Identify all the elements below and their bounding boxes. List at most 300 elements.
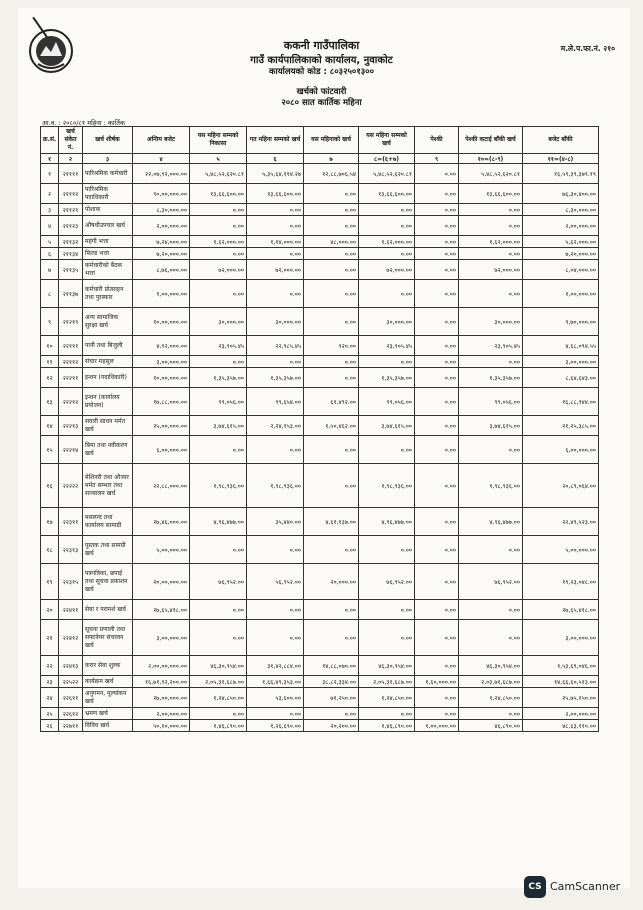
table-row	[41, 356, 599, 368]
cell-sn: १०	[41, 336, 59, 356]
column-header: बजेट बाँकी	[523, 127, 599, 154]
cell-sn: १३	[41, 388, 59, 416]
cell-sn: ७	[41, 260, 59, 280]
cell-code: २२३१५	[59, 564, 83, 600]
cell-sn: २२	[41, 656, 59, 676]
cell-prev: ५,३५,६४,११४.२७	[247, 164, 304, 184]
cell-head: पारिश्रमिक कर्मचारी	[83, 164, 133, 184]
cell-release: ०.००	[190, 436, 247, 464]
cell-net: ०.००	[459, 216, 523, 236]
cell-code: २२११२	[59, 356, 83, 368]
column-number: ९	[415, 154, 459, 164]
table-row	[41, 204, 599, 216]
column-number: ८=(६+७)	[359, 154, 415, 164]
cell-code: २२१११	[59, 336, 83, 356]
cell-bal: ९,७०,०००.००	[523, 308, 599, 336]
column-header: गत महिना सम्मको खर्च	[247, 127, 304, 154]
cell-prev: १,२६,६९०.००	[247, 720, 304, 732]
column-header: खर्च शीर्षक	[83, 127, 133, 154]
cell-release: ९९,०५६.००	[190, 388, 247, 416]
cell-code: २११३५	[59, 260, 83, 280]
cell-net: २,०३,७१,६८७.००	[459, 676, 523, 688]
cell-budget: १७,८८,०००.००	[133, 388, 190, 416]
municipality-name: ककनी गाउँपालिका	[283, 39, 360, 52]
column-number: ७	[304, 154, 359, 164]
cell-sn: १५	[41, 436, 59, 464]
column-number-row	[41, 154, 599, 164]
cell-adv: ०.००	[415, 184, 459, 204]
cell-bal: १,००,०००.००	[523, 280, 599, 308]
cell-prev: ३५,४४०.००	[247, 508, 304, 536]
cell-this: १४,८८,०७०.००	[304, 656, 359, 676]
cell-release: १,६२,०००.००	[190, 236, 247, 248]
cell-release: ५,४८,५२,६२०.८१	[190, 164, 247, 184]
cell-code: २२२११	[59, 368, 83, 388]
cell-budget: २२,०७,९२,०००.००	[133, 164, 190, 184]
cell-budget: २७,४६,०००.००	[133, 508, 190, 536]
cell-this: २०,०००.००	[304, 564, 359, 600]
cell-total: १३,६६,६००.००	[359, 184, 415, 204]
cell-bal: १६,८८,९४४.००	[523, 388, 599, 416]
cell-head: कार्यक्रम खर्च	[83, 676, 133, 688]
cell-net: ७६,९५२.००	[459, 564, 523, 600]
cell-budget: ६,००,०००.००	[133, 436, 190, 464]
cell-this: १,५०,४६२.००	[304, 416, 359, 436]
cell-code: २११२१	[59, 204, 83, 216]
cell-budget: १०,००,०००.००	[133, 368, 190, 388]
cell-head: कर्मचारी प्रोत्साहन तथा पुरस्कार	[83, 280, 133, 308]
cell-budget: १,००,०००.००	[133, 280, 190, 308]
cell-net: ३,७४,६१५.००	[459, 416, 523, 436]
cell-bal: ८,३०,०००.००	[523, 204, 599, 216]
cell-this: ०.००	[304, 184, 359, 204]
cell-this: ०.००	[304, 536, 359, 564]
table-row	[41, 508, 599, 536]
cell-release: १,३५,३५७.००	[190, 368, 247, 388]
cell-prev: १,६६,४९,३५३.००	[247, 676, 304, 688]
fiscal-year-month: आ.व. : २०८०/८१ महिना : कार्तिक	[42, 119, 125, 127]
cell-bal: ३,००,०००.००	[523, 356, 599, 368]
cell-total: ५,४८,५२,६२०.८१	[359, 164, 415, 184]
cell-bal: ८,०४,०००.००	[523, 260, 599, 280]
cell-prev: ०.००	[247, 216, 304, 236]
cell-head: मसलन्द तथा कार्यालय सामाग्री	[83, 508, 133, 536]
cell-head: अन्य सामाजिक सुरक्षा खर्च	[83, 308, 133, 336]
cell-bal: १,५३,६९,०४६.००	[523, 656, 599, 676]
cell-budget: २,००,०००.००	[133, 216, 190, 236]
cell-adv: ०.००	[415, 280, 459, 308]
table-row	[41, 416, 599, 436]
table-row	[41, 184, 599, 204]
cell-this: ०.००	[304, 216, 359, 236]
cell-total: ७६,९५२.००	[359, 564, 415, 600]
cell-net: ५,४८,५२,६२०.८१	[459, 164, 523, 184]
cell-total: २३,९०५.४५	[359, 336, 415, 356]
cell-code: २२५२२	[59, 676, 83, 688]
table-row	[41, 564, 599, 600]
cell-prev: ०.००	[247, 600, 304, 620]
cell-code: २२६१२	[59, 708, 83, 720]
cell-head: सूचना प्रणाली तथा सफ्टवेयर संचालन खर्च	[83, 620, 133, 656]
cell-this: ०.००	[304, 308, 359, 336]
cell-prev: ०.००	[247, 708, 304, 720]
cell-code: २२७११	[59, 720, 83, 732]
cell-release: ४,९६,४७७.००	[190, 508, 247, 536]
cell-this: ०.००	[304, 708, 359, 720]
cell-sn: २६	[41, 720, 59, 732]
cell-sn: १	[41, 164, 59, 184]
cell-total: १,९८,९३६.००	[359, 464, 415, 508]
cell-adv: १,००,०००.००	[415, 720, 459, 732]
cell-prev: ०.००	[247, 280, 304, 308]
cell-budget: ५०,१०,०००.००	[133, 720, 190, 732]
cell-this: ०.००	[304, 464, 359, 508]
cell-budget: ५,००,०००.००	[133, 536, 190, 564]
cell-code: २११११	[59, 164, 83, 184]
cell-net: १,६२,०००.००	[459, 236, 523, 248]
cell-budget: ८,३०,०००.००	[133, 204, 190, 216]
cell-code: २१२१९	[59, 308, 83, 336]
cell-sn: ३	[41, 204, 59, 216]
cell-net: ३०,०००.००	[459, 308, 523, 336]
cell-code: २२४१३	[59, 656, 83, 676]
cell-net: ०.००	[459, 436, 523, 464]
cell-adv: ०.००	[415, 708, 459, 720]
cell-total: ०.००	[359, 204, 415, 216]
cell-release: ०.००	[190, 600, 247, 620]
cell-prev: ०.००	[247, 248, 304, 260]
report-title: खर्चको फांटवारी	[296, 87, 347, 97]
cell-adv: ०.००	[415, 260, 459, 280]
column-number: ५	[190, 154, 247, 164]
cell-prev: ०.००	[247, 620, 304, 656]
table-row	[41, 236, 599, 248]
cell-net: १,३५,३५७.००	[459, 368, 523, 388]
cell-release: २,०५,३१,६८७.००	[190, 676, 247, 688]
cell-this: ०.००	[304, 620, 359, 656]
cell-prev: १,१४,०००.००	[247, 236, 304, 248]
cell-head: विविध खर्च	[83, 720, 133, 732]
table-row	[41, 308, 599, 336]
cell-head: औषधीउपचार खर्च	[83, 216, 133, 236]
cell-code: २२३११	[59, 508, 83, 536]
cell-sn: ८	[41, 280, 59, 308]
cell-total: ०.००	[359, 280, 415, 308]
cell-total: १,३५,३५७.००	[359, 368, 415, 388]
table-row	[41, 260, 599, 280]
table-row	[41, 164, 599, 184]
cell-code: २२६११	[59, 688, 83, 708]
cell-prev: ५३,६००.००	[247, 688, 304, 708]
cell-head: इन्धन (पदाधिकारी)	[83, 368, 133, 388]
cell-head: अनुगमन, मूल्यांकन खर्च	[83, 688, 133, 708]
cell-release: ०.००	[190, 620, 247, 656]
cell-total: ०.००	[359, 600, 415, 620]
cell-release: १,९८,९३६.००	[190, 464, 247, 508]
cell-budget: २७,६५,४१८.००	[133, 600, 190, 620]
cell-total: ३,७४,६१५.००	[359, 416, 415, 436]
cell-this: ०.००	[304, 204, 359, 216]
cell-code: २२२१४	[59, 436, 83, 464]
cell-head: सवारी साधन मर्मत खर्च	[83, 416, 133, 436]
cell-code: २११३४	[59, 248, 83, 260]
cell-net: ०.००	[459, 204, 523, 216]
column-number: १०=(८-९)	[459, 154, 523, 164]
cell-net: ०.००	[459, 600, 523, 620]
cell-prev: ९९,६५४.००	[247, 388, 304, 416]
cell-bal: २,००,०००.००	[523, 216, 599, 236]
cell-this: ४८,०००.००	[304, 236, 359, 248]
cell-this: २०,२००.००	[304, 720, 359, 732]
cell-adv: ०.००	[415, 620, 459, 656]
cell-bal: २,००,०००.००	[523, 708, 599, 720]
column-number: ११=(४-८)	[523, 154, 599, 164]
cell-this: ९२०.००	[304, 336, 359, 356]
cell-total: ४६,३०,९५४.००	[359, 656, 415, 676]
cell-total: ०.००	[359, 708, 415, 720]
cell-adv: ०.००	[415, 688, 459, 708]
cell-budget: २,००,०००.००	[133, 708, 190, 720]
cell-this: ०.००	[304, 356, 359, 368]
cell-sn: ११	[41, 356, 59, 368]
cell-bal: ३,००,०००.००	[523, 620, 599, 656]
cell-adv: ०.००	[415, 236, 459, 248]
cell-adv: ०.००	[415, 416, 459, 436]
cell-adv: ०.००	[415, 464, 459, 508]
cell-sn: १४	[41, 416, 59, 436]
cell-budget: ७,२०,०००.००	[133, 248, 190, 260]
column-header-row	[41, 127, 599, 154]
cell-head: कर्मचारीको बैठक भत्ता	[83, 260, 133, 280]
column-header: यस महिना सम्मको निकासा	[190, 127, 247, 154]
cell-release: ०.००	[190, 536, 247, 564]
cell-adv: १,६०,०००.००	[415, 676, 459, 688]
cell-net: ४६,८९०.००	[459, 720, 523, 732]
cell-release: ०.००	[190, 248, 247, 260]
cell-sn: २१	[41, 620, 59, 656]
cell-prev: १३,६६,६००.००	[247, 184, 304, 204]
cell-sn: २०	[41, 600, 59, 620]
cell-sn: १८	[41, 536, 59, 564]
cell-budget: ८,७६,०००.००	[133, 260, 190, 280]
cell-code: २२३१३	[59, 536, 83, 564]
cell-prev: ७२,०००.००	[247, 260, 304, 280]
column-header: अन्तिम बजेट	[133, 127, 190, 154]
cell-release: ७६,९५२.००	[190, 564, 247, 600]
cell-net: ०.००	[459, 356, 523, 368]
cell-release: १३,६६,६००.००	[190, 184, 247, 204]
cell-head: बिमा तथा नवीकरण खर्च	[83, 436, 133, 464]
cell-sn: १२	[41, 368, 59, 388]
cell-budget: ७,२४,०००.००	[133, 236, 190, 248]
cell-release: ०.००	[190, 280, 247, 308]
column-number: ४	[133, 154, 190, 164]
cell-sn: १६	[41, 464, 59, 508]
column-number: १	[41, 154, 59, 164]
cell-sn: २५	[41, 708, 59, 720]
cell-head: करार सेवा शुल्क	[83, 656, 133, 676]
cell-adv: ०.००	[415, 216, 459, 236]
cell-release: ०.००	[190, 216, 247, 236]
cell-adv: ०.००	[415, 204, 459, 216]
cell-adv: ०.००	[415, 600, 459, 620]
cell-budget: २,००,००,०००.००	[133, 656, 190, 676]
table-row	[41, 436, 599, 464]
cell-budget: ३,००,०००.००	[133, 620, 190, 656]
cell-this: ०.००	[304, 260, 359, 280]
cell-release: ३,७४,६१५.००	[190, 416, 247, 436]
cell-budget: २७,००,०००.००	[133, 688, 190, 708]
cell-this: १२,८८,७०६.५४	[304, 164, 359, 184]
cell-adv: ०.००	[415, 508, 459, 536]
cell-this: ७१,२५०.००	[304, 688, 359, 708]
cell-this: ६१,४९२.००	[304, 388, 359, 416]
table-row	[41, 368, 599, 388]
column-number: ३	[83, 154, 133, 164]
cell-bal: ७६,३०,४००.००	[523, 184, 599, 204]
table-row	[41, 216, 599, 236]
cell-prev: २,२४,१५३.००	[247, 416, 304, 436]
cell-prev: ०.००	[247, 204, 304, 216]
cell-total: २,०५,३१,६८७.००	[359, 676, 415, 688]
cell-release: ७२,०००.००	[190, 260, 247, 280]
cell-total: ४,९६,४७७.००	[359, 508, 415, 536]
table-row	[41, 720, 599, 732]
cell-net: १,९८,९३६.००	[459, 464, 523, 508]
cell-release: ०.००	[190, 356, 247, 368]
cell-head: पारिश्रमिक पदाधिकारी	[83, 184, 133, 204]
cell-this: ०.००	[304, 248, 359, 260]
cell-sn: ९	[41, 308, 59, 336]
camscanner-logo-icon: CS	[524, 876, 546, 898]
table-row	[41, 248, 599, 260]
cell-sn: १७	[41, 508, 59, 536]
cell-this: ३८,८२,३३४.००	[304, 676, 359, 688]
cell-this: ०.००	[304, 280, 359, 308]
table-row	[41, 388, 599, 416]
cell-budget: १६,७१,९२,२००.००	[133, 676, 190, 688]
column-number: २	[59, 154, 83, 164]
cell-sn: १९	[41, 564, 59, 600]
cell-adv: ०.००	[415, 356, 459, 368]
cell-total: ३०,०००.००	[359, 308, 415, 336]
cell-prev: १,३५,३५७.००	[247, 368, 304, 388]
column-header: पेश्की	[415, 127, 459, 154]
cell-net: २३,९०५.४५	[459, 336, 523, 356]
cell-net: १३,६६,६००.००	[459, 184, 523, 204]
cell-net: ०.००	[459, 536, 523, 564]
cell-code: २२४११	[59, 600, 83, 620]
cell-budget: ९०,००,०००.००	[133, 184, 190, 204]
cell-prev: ५६,९५२.००	[247, 564, 304, 600]
cell-head: मेशिनरी तथा औजार मर्मत सम्भार तथा सञ्चालन खर्च	[83, 464, 133, 508]
cell-prev: ०.००	[247, 436, 304, 464]
cell-this: ४,६१,१३७.००	[304, 508, 359, 536]
cell-adv: ०.००	[415, 368, 459, 388]
cell-sn: २	[41, 184, 59, 204]
table-row	[41, 620, 599, 656]
cell-code: २११३७	[59, 280, 83, 308]
cell-release: ३०,०००.००	[190, 308, 247, 336]
cell-net: ०.००	[459, 280, 523, 308]
cell-bal: ५,६२,०००.००	[523, 236, 599, 248]
cell-bal: ४,६८,०९४.५५	[523, 336, 599, 356]
cell-bal: ६,००,०००.००	[523, 436, 599, 464]
cell-bal: १६,५९,३९,३७९.१९	[523, 164, 599, 184]
cell-release: १,२४,८५०.००	[190, 688, 247, 708]
cell-head: इन्धन (कार्यालय प्रयोजन)	[83, 388, 133, 416]
cell-head: संचार महसुल	[83, 356, 133, 368]
table-row	[41, 600, 599, 620]
cell-bal: १४,६६,६०,५१३.००	[523, 676, 599, 688]
cell-bal: २७,६५,४१८.००	[523, 600, 599, 620]
cell-total: ०.००	[359, 620, 415, 656]
cell-bal: २०,८९,०६४.००	[523, 464, 599, 508]
cell-adv: ०.००	[415, 248, 459, 260]
cell-head: भ्रमण खर्च	[83, 708, 133, 720]
cell-adv: ०.००	[415, 436, 459, 464]
cell-budget: २२,८८,०००.००	[133, 464, 190, 508]
cell-budget: ४,९२,०००.००	[133, 336, 190, 356]
cell-budget: २०,००,०००.००	[133, 564, 190, 600]
cell-total: ०.००	[359, 248, 415, 260]
cell-sn: ५	[41, 236, 59, 248]
table-row	[41, 280, 599, 308]
cell-code: २११२३	[59, 216, 83, 236]
cell-total: १,४६,८९०.००	[359, 720, 415, 732]
cell-prev: १,९८,९३६.००	[247, 464, 304, 508]
column-header: खर्च संकेत नं.	[59, 127, 83, 154]
cell-sn: २४	[41, 688, 59, 708]
cell-total: ०.००	[359, 356, 415, 368]
cell-this: ०.००	[304, 600, 359, 620]
office-code: कार्यालयको कोड : ८०३२५०१३००	[268, 67, 375, 77]
cell-total: १,२४,८५०.००	[359, 688, 415, 708]
column-header: पेश्की कटाई बाँकी खर्च	[459, 127, 523, 154]
cell-budget: १०,००,०००.००	[133, 308, 190, 336]
cell-adv: ०.००	[415, 336, 459, 356]
cell-release: २३,९०५.४५	[190, 336, 247, 356]
office-name: गाउँ कार्यपालिकाको कार्यालय, नुवाकोट	[250, 55, 393, 66]
cell-total: ७२,०००.००	[359, 260, 415, 280]
cell-total: ०.००	[359, 536, 415, 564]
cell-prev: ०.००	[247, 356, 304, 368]
cell-release: ०.००	[190, 204, 247, 216]
cell-net: ०.००	[459, 620, 523, 656]
report-period: २०८० सात कार्तिक महिना	[281, 98, 362, 108]
cell-prev: ०.००	[247, 536, 304, 564]
cell-adv: ०.००	[415, 388, 459, 416]
cell-adv: ०.००	[415, 536, 459, 564]
cell-prev: ३१,४२,८८४.००	[247, 656, 304, 676]
cell-total: ०.००	[359, 216, 415, 236]
cell-bal: ५,००,०००.००	[523, 536, 599, 564]
table-row	[41, 536, 599, 564]
cell-bal: ८,६४,६४३.००	[523, 368, 599, 388]
cell-head: पत्रपत्रिका, छपाई तथा सूचना प्रकाशन खर्च	[83, 564, 133, 600]
cell-net: ०.००	[459, 708, 523, 720]
cell-code: २२२१२	[59, 388, 83, 416]
cell-release: ४६,३०,९५४.००	[190, 656, 247, 676]
table-row	[41, 336, 599, 356]
table-row	[41, 656, 599, 676]
cell-net: ४६,३०,९५४.००	[459, 656, 523, 676]
cell-head: पानी तथा बिजुली	[83, 336, 133, 356]
cell-bal: ७,२०,०००.००	[523, 248, 599, 260]
cell-bal: २२,४९,५२३.००	[523, 508, 599, 536]
cell-total: ०.००	[359, 436, 415, 464]
cell-sn: २३	[41, 676, 59, 688]
